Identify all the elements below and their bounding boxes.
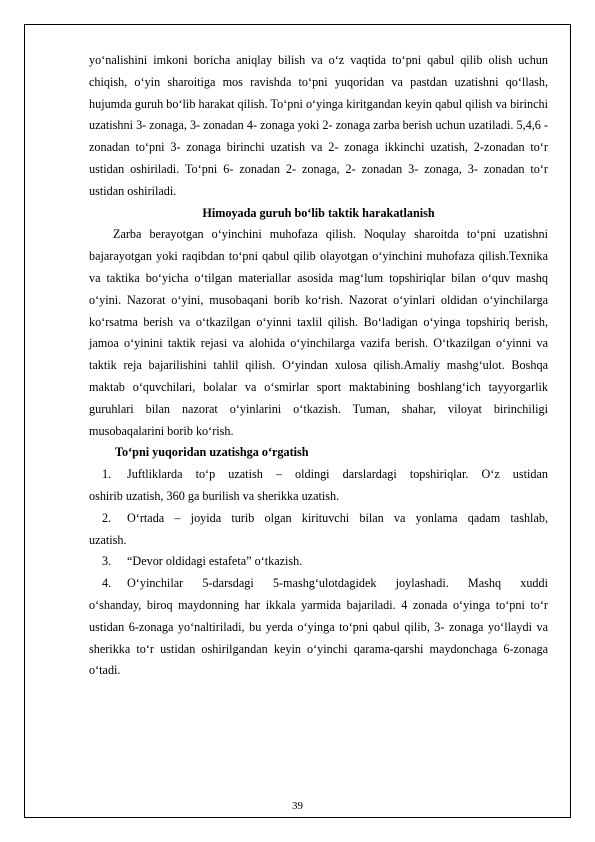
- section-heading-defense: Himoyada guruh bo‘lib taktik harakatlanish: [202, 205, 435, 220]
- list-number: 1.: [102, 467, 112, 482]
- page-number: 39: [292, 800, 303, 812]
- paragraph-1: yo‘nalishini imkoni boricha aniqlay bilish va o‘z vaqtida to‘pni qabul qilib olish uchun chiqish, o‘yin sharoitiga mos ravishda to‘pni yuqoridan va pastdan uzatishni qo‘llash, hujumda guruh bo‘lib harakat qilish. To‘pni o‘yinga kiritgandan keyin qabul qilish va birinchi uzatishni 3- zonaga, 3- zonadan 4- zonaga yoki 2- zonaga zarba berish uchun uzatiladi. 5,4,6 -zonadan to‘pni 3- zonaga birinchi uzatish va 2- zonaga ikkinchi uzatish, 2-zonadan to‘r ustidan oshiriladi. To‘pni 6- zonadan 2- zonaga, 2- zonadan 3- zonaga, 3- zonadan to‘r ustidan oshiriladi.: [89, 53, 548, 198]
- list-text-first-line: Juftliklarda to‘p uzatish – oldingi darslardagi topshiriqlar. O‘z ustidan: [127, 467, 548, 482]
- list-item-4: [89, 573, 548, 682]
- page-content: [89, 50, 548, 682]
- list-number: 2.: [102, 510, 112, 525]
- paragraph-2: Zarba berayotgan o‘yinchini muhofaza qilish. Noqulay sharoitda to‘pni uzatishni bajarayotgan yoki raqibdan to‘pni qabul qilib olayotgan o‘yinchini muhofaza qilish.Texnika va taktika bo‘yicha o‘tilgan materiallar asosida mag‘lum topshiriqlar bilan o‘quv mashq o‘yini. Nazorat o‘yini, musobaqani borib ko‘rish. Nazorat o‘yinlari oldidan o‘yinchilarga ko‘rsatma berish va o‘tkazilgan o‘yinni taxlil qilish. Bo‘ladigan o‘yinga topshiriq berish, jamoa o‘yinini taktik rejasi va alohida o‘yinchilarga vazifa berish. O‘tkazilgan o‘yinni va taktik reja bajarilishini tahlil qilish. O‘yindan xulosa qilish.Amaliy mashg‘ulot. Boshqa maktab o‘quvchilari, bolalar va o‘smirlar sport maktabining boshlang‘ich tayyorgarlik guruhlari bilan nazorat o‘yinlarini o‘tkazish. Tuman, shahar, viloyat birinchiligi musobaqalarini borib ko‘rish.: [89, 227, 548, 438]
- list-text-continuation: o‘shanday, biroq maydonning har ikkala yarmida bajariladi. 4 zonada o‘yinga to‘pni to‘r ustidan 6-zonaga yo‘naltiriladi, bu yerda o‘yinga to‘pni qabul qilib, 3- zonaga yo‘llaydi va sherikka to‘r ustidan oshirilgandan keyin o‘yinchi qarama-qarshi maydonchaga 6-zonaga o‘tadi.: [89, 597, 548, 678]
- list-text-continuation: oshirib uzatish, 360 ga burilish va sherikka uzatish.: [89, 488, 340, 503]
- list-item-2: [89, 508, 548, 552]
- list-item-3: [89, 551, 548, 573]
- list-text-first-line: O‘rtada – joyida turib olgan kirituvchi bilan va yonlama qadam tashlab,: [127, 510, 548, 525]
- section-heading-passing: To‘pni yuqoridan uzatishga o‘rgatish: [115, 445, 309, 460]
- list-number: 3.: [102, 554, 112, 569]
- list-text-continuation: uzatish.: [89, 532, 127, 547]
- list-text-first-line: O‘yinchilar 5-darsdagi 5-mashg‘ulotdagidek joylashadi. Mashq xuddi: [127, 576, 548, 591]
- list-number: 4.: [102, 576, 112, 591]
- exercise-list: [89, 464, 548, 682]
- list-text-first-line: “Devor oldidagi estafeta” o‘tkazish.: [127, 554, 303, 569]
- list-item-1: [89, 464, 548, 508]
